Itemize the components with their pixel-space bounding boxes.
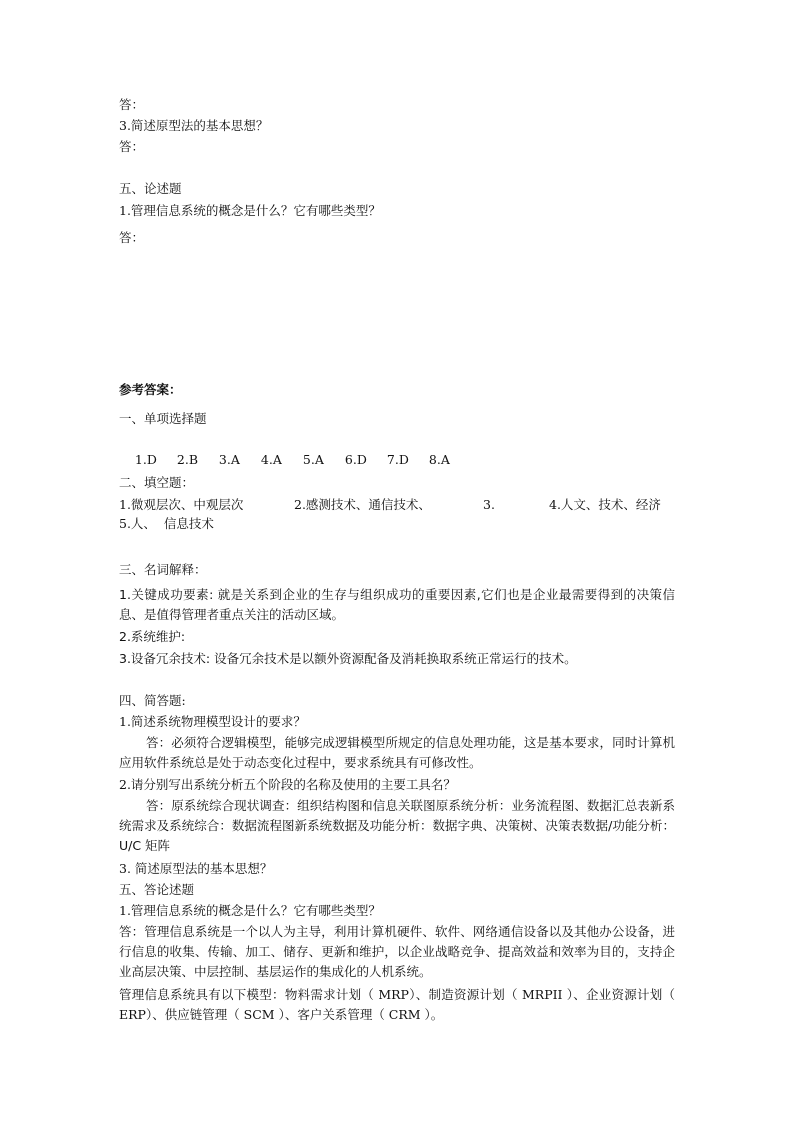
mc-answer: 8.A <box>428 452 450 467</box>
section-heading-terms: 三、名词解释： <box>119 562 207 577</box>
term-definition-2: 2.系统维护: <box>119 629 186 644</box>
mc-answer: 5.A <box>302 452 324 467</box>
answer-label: 答： <box>119 139 145 154</box>
short-question-2: 2.请分别写出系统分析五个阶段的名称及使用的主要工具名？ <box>119 777 456 792</box>
answer-label: 答： <box>119 230 145 245</box>
mc-answer: 6.D <box>344 452 367 467</box>
fill-answer-5: 5.人、 信息技术 <box>119 516 214 531</box>
short-answer-2: 答：原系统综合现状调查：组织结构图和信息关联图原系统分析：业务流程图、数据汇总表新系统需求及系统综合：数据流程图新系统数据及功能分析：数据字典、决策树、决策表数据/功能分析：U/C 矩阵 <box>119 798 675 853</box>
section-heading-essay: 五、论述题 <box>119 181 182 196</box>
fill-answer-2: 2.感测技术、通信技术、 <box>294 497 431 512</box>
mc-answer: 7.D <box>386 452 409 467</box>
essay-answer-types: 管理信息系统具有以下模型：物料需求计划（ MRP）、制造资源计划（ MRPII ）、企业资源计划（ ERP）、供应链管理（ SCM ）、客户关系管理（ CRM ）。 <box>119 987 675 1022</box>
term-definition-1: 1.关键成功要素: 就是关系到企业的生存与组织成功的重要因素,它们也是企业最需要得到的决策信息、是值得管理者重点关注的活动区域。 <box>119 587 675 622</box>
section-heading-essay-answer: 五、答论述题 <box>119 882 195 897</box>
mc-answer: 4.A <box>260 452 282 467</box>
short-question-1: 1.简述系统物理模型设计的要求？ <box>119 714 306 729</box>
fill-answer-4: 4.人文、技术、经济 <box>549 497 661 512</box>
mc-answer: 3.A <box>218 452 240 467</box>
answer-label: 答： <box>119 97 145 112</box>
essay-answer-question-1: 1.管理信息系统的概念是什么？它有哪些类型？ <box>119 903 381 918</box>
section-heading-fill-in: 二、填空题： <box>119 475 195 490</box>
section-heading-short-answer: 四、简答题: <box>119 693 186 708</box>
mc-answer: 2.B <box>176 452 199 467</box>
term-definition-3: 3.设备冗余技术: 设备冗余技术是以额外资源配备及消耗换取系统正常运行的技术。 <box>119 651 577 666</box>
fill-answer-3: 3. <box>483 497 495 512</box>
essay-question-1: 1.管理信息系统的概念是什么？它有哪些类型？ <box>119 203 381 218</box>
question-3: 3.简述原型法的基本思想？ <box>119 118 269 133</box>
mc-answer: 1.D <box>134 452 157 467</box>
fill-answer-1: 1.微观层次、中观层次 <box>119 497 244 512</box>
short-question-3: 3. 简述原型法的基本思想？ <box>119 861 273 876</box>
short-answer-1: 答：必须符合逻辑模型，能够完成逻辑模型所规定的信息处理功能，这是基本要求，同时计算机应用软件系统总是处于动态变化过程中，要求系统具有可修改性。 <box>119 735 675 770</box>
reference-answers-title: 参考答案： <box>119 382 182 397</box>
section-heading-multiple-choice: 一、单项选择题 <box>119 411 207 426</box>
essay-answer-1: 答：管理信息系统是一个以人为主导，利用计算机硬件、软件、网络通信设备以及其他办公设备，进行信息的收集、传输、加工、储存、更新和维护，以企业战略竞争、提高效益和效率为目的，支持企业高层决策、中层控制、基层运作的集成化的人机系统。 <box>119 924 675 979</box>
